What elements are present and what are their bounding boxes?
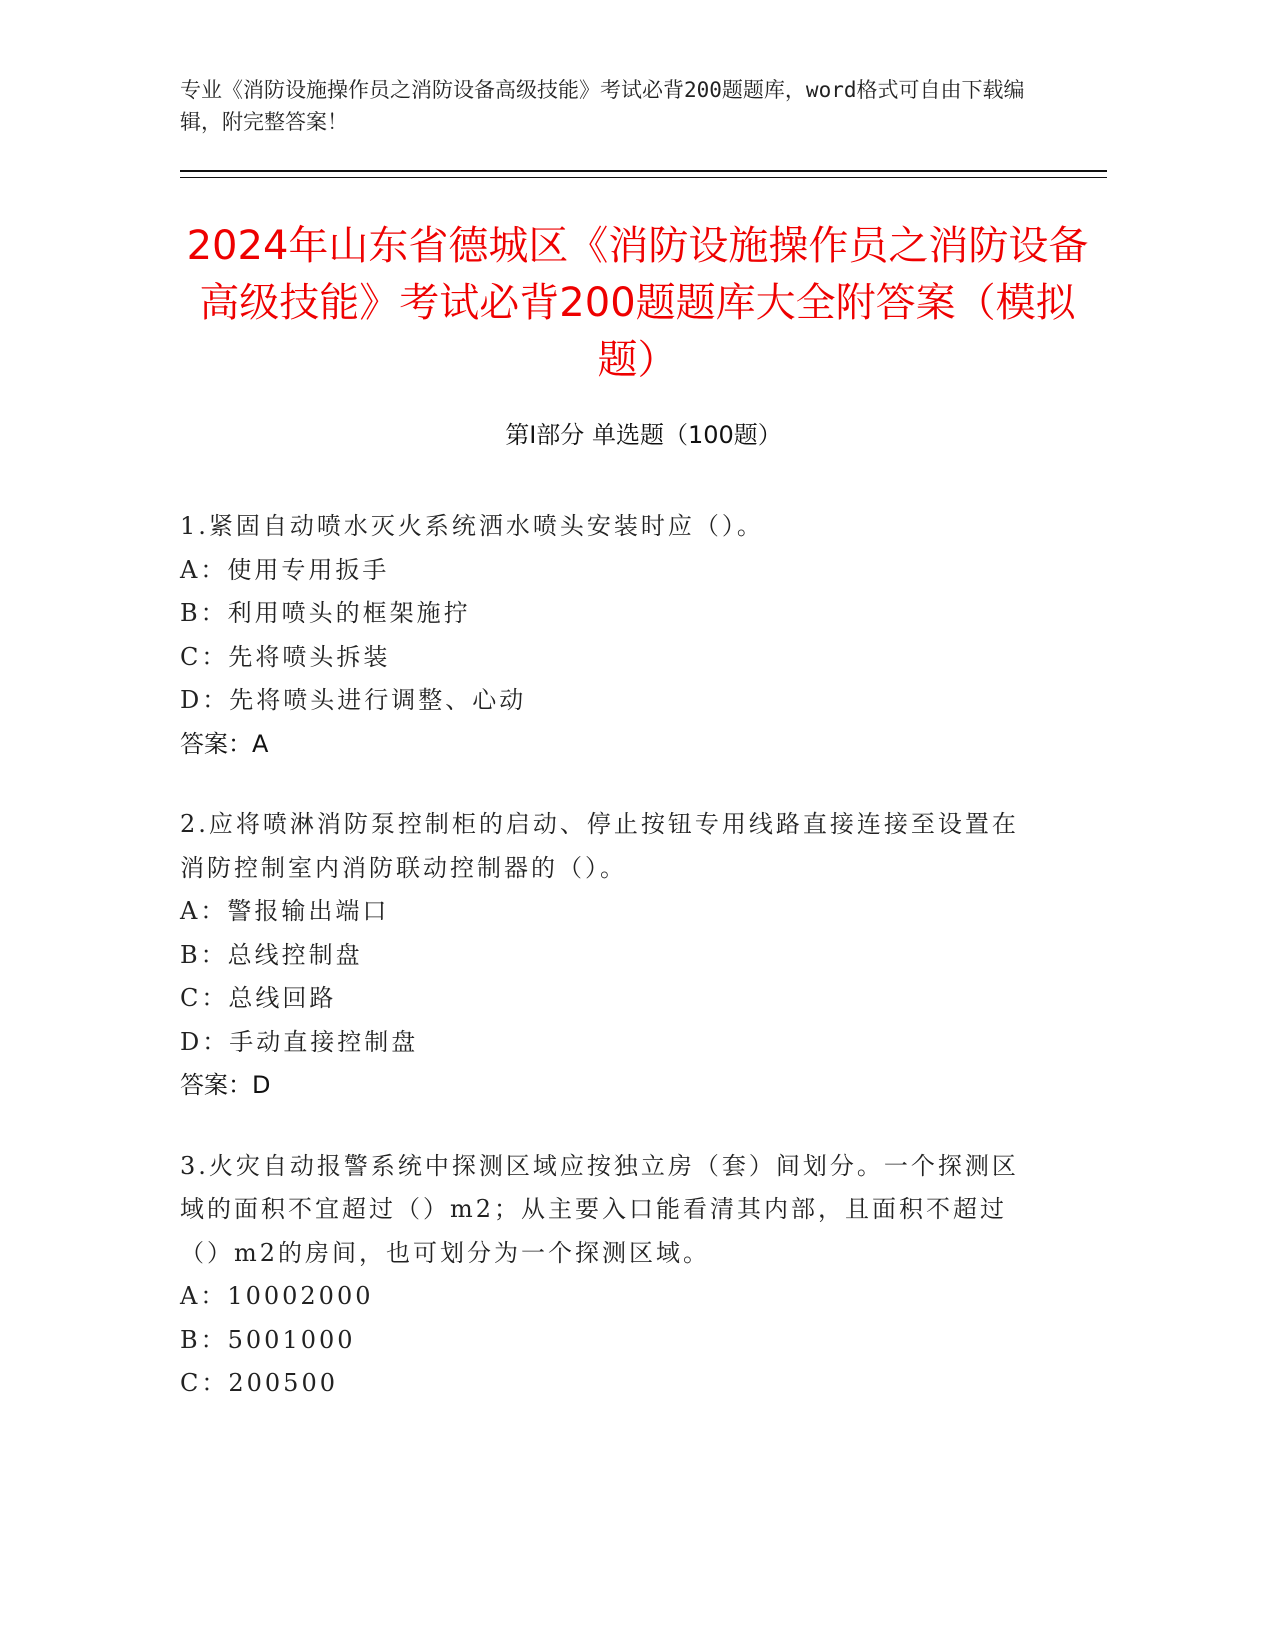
option-c: C：总线回路 (180, 984, 337, 1012)
option-d: D：先将喷头进行调整、心动 (180, 686, 527, 714)
option-d: D：手动直接控制盘 (180, 1027, 419, 1056)
answer-line: 答案：D (180, 1071, 271, 1099)
question-stem: 3.火灾自动报警系统中探测区域应按独立房（套）间划分。一个探测区域的面积不宜超过（）m2；从主要入口能看清其内部，且面积不超过（）m2的房间，也可划分为一个探测区域。 (180, 1151, 1019, 1267)
document-title: 2024年山东省德城区《消防设施操作员之消防设备高级技能》考试必背200题题库大全附答案（模拟题） (186, 223, 1089, 383)
question-1 (180, 505, 1040, 766)
section-title: 第I部分 单选题（100题） (505, 421, 782, 449)
option-a: A：警报输出端口 (180, 897, 390, 925)
option-b: B：总线控制盘 (180, 940, 363, 969)
header-divider-thick (180, 170, 1107, 172)
option-b: B：5001000 (180, 1325, 356, 1354)
question-stem: 1.紧固自动喷水灭火系统洒水喷头安装时应（）。 (180, 512, 764, 540)
question-3 (180, 1145, 1040, 1406)
header-note: 专业《消防设施操作员之消防设备高级技能》考试必背200题题库，word格式可自由下载编辑，附完整答案！ (180, 78, 1025, 134)
answer-line: 答案：A (180, 729, 269, 758)
question-stem: 2.应将喷淋消防泵控制柜的启动、停止按钮专用线路直接连接至设置在消防控制室内消防联动控制器的（）。 (180, 810, 1019, 882)
option-a: A：使用专用扳手 (180, 555, 390, 584)
option-c: C：先将喷头拆装 (180, 642, 391, 671)
option-a: A：10002000 (180, 1282, 374, 1310)
option-b: B：利用喷头的框架施拧 (180, 599, 471, 627)
option-c: C：200500 (180, 1369, 338, 1397)
question-list (180, 505, 1040, 1443)
header-divider-thin (180, 177, 1107, 178)
question-2 (180, 803, 1040, 1108)
